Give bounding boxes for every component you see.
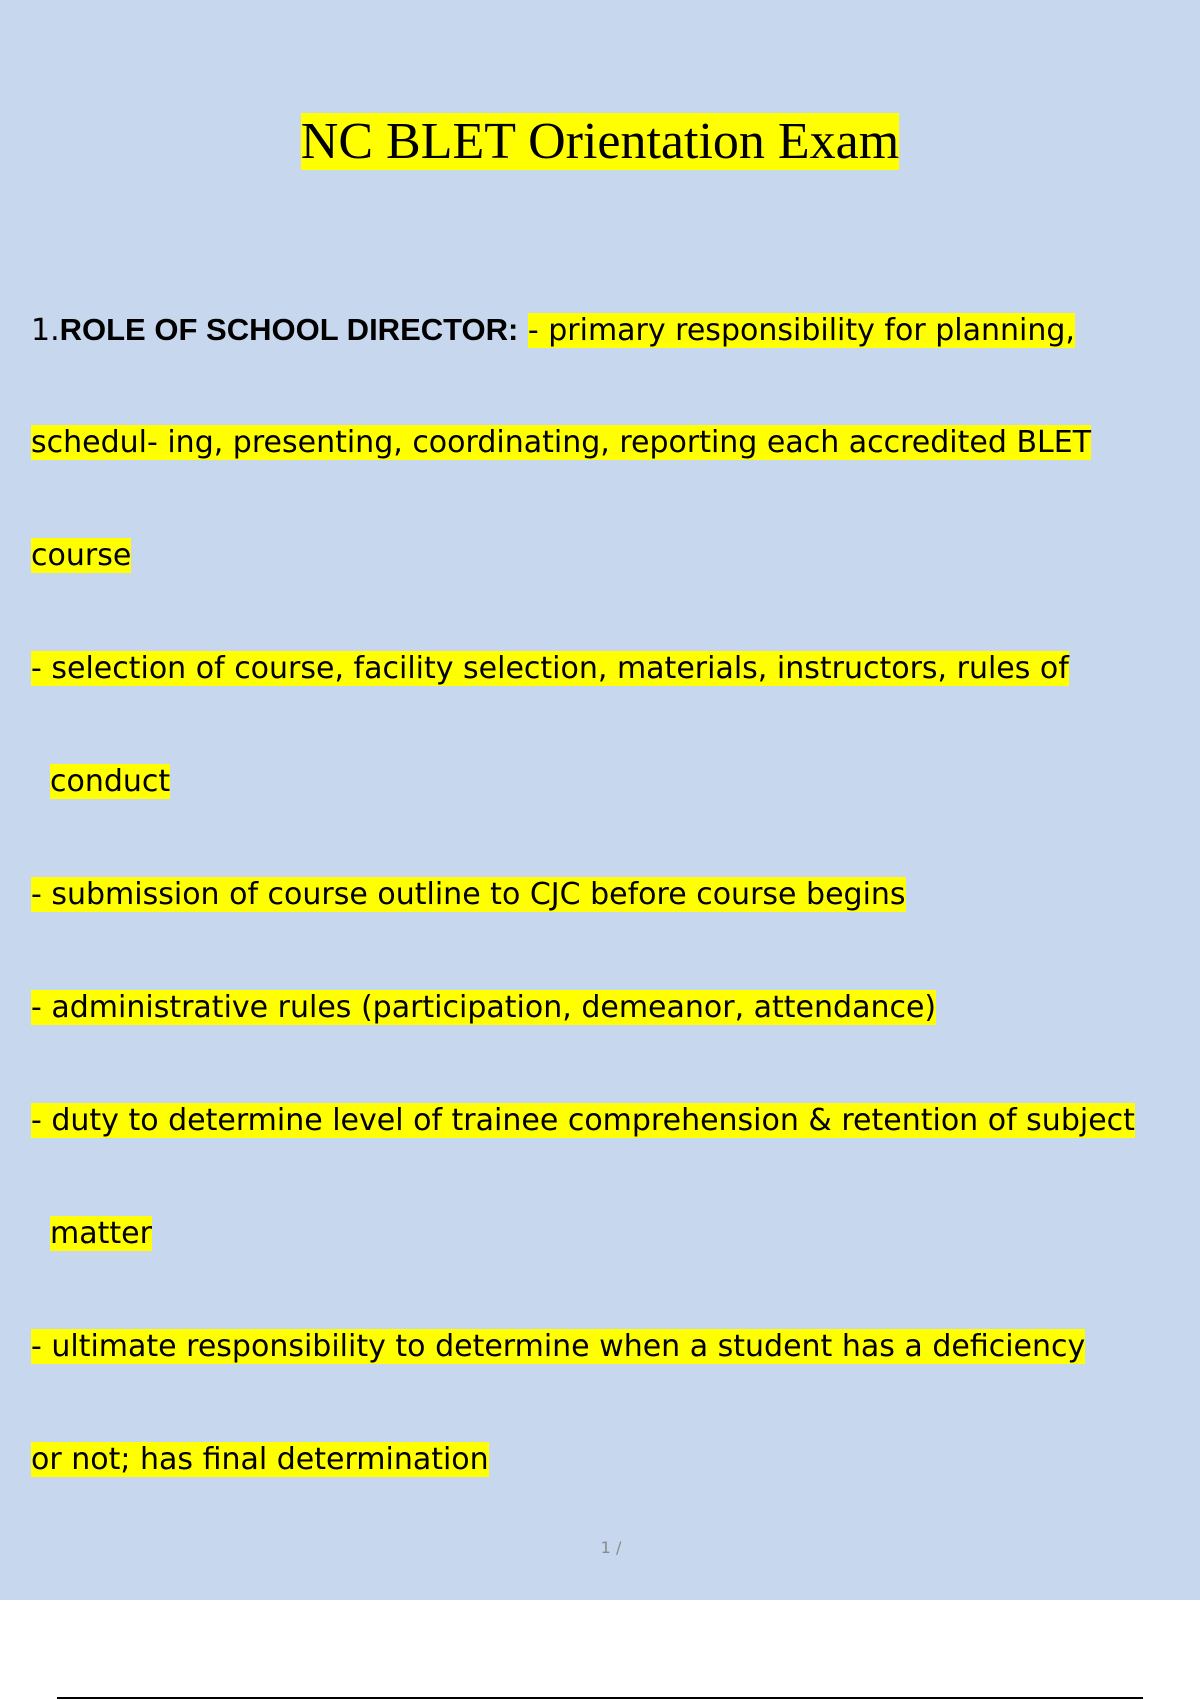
answer-line-row: [31, 649, 1069, 689]
question-heading-line: [31, 310, 1075, 351]
answer-line: matter: [50, 1216, 152, 1251]
answer-line: - primary responsibility for planning,: [527, 313, 1075, 348]
answer-line: - submission of course outline to CJC before course begins: [31, 877, 906, 912]
answer-line-row: [31, 536, 131, 576]
answer-line: - duty to determine level of trainee comprehension & retention of subject: [31, 1103, 1135, 1138]
answer-line-row: [31, 1440, 489, 1480]
answer-line-row: [31, 1327, 1085, 1367]
answer-line-row: [50, 1214, 152, 1254]
answer-line: schedul- ing, presenting, coordinating, reporting each accredited BLET: [31, 425, 1092, 460]
answer-line: conduct: [50, 764, 171, 799]
document-title: [0, 108, 1200, 176]
footer-divider: [57, 1697, 1143, 1699]
answer-line-row: [31, 423, 1091, 463]
answer-line: course: [31, 538, 132, 573]
answer-line-row: [31, 875, 906, 915]
answer-line-row: [31, 1101, 1135, 1141]
question-number: 1.: [31, 313, 60, 348]
answer-line: - ultimate responsibility to determine when a student has a deficiency: [31, 1329, 1086, 1364]
answer-line-row: [50, 762, 170, 802]
question-label: ROLE OF SCHOOL DIRECTOR:: [59, 312, 519, 347]
answer-line: - administrative rules (participation, demeanor, attendance): [31, 990, 937, 1025]
page-number: 1 /: [600, 1538, 622, 1557]
document-title-text: NC BLET Orientation Exam: [300, 113, 900, 170]
answer-line-row: [31, 988, 936, 1028]
answer-line: or not; has final determination: [31, 1442, 489, 1477]
answer-line: - selection of course, facility selection, materials, instructors, rules of: [31, 651, 1069, 686]
